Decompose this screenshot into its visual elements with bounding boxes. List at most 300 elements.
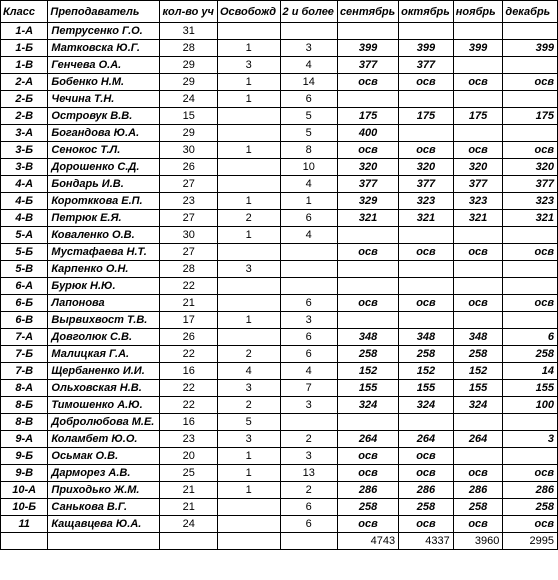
table-cell[interactable]: 5 <box>280 108 337 125</box>
table-cell[interactable]: 21 <box>160 295 217 312</box>
table-cell[interactable]: 6-В <box>1 312 48 329</box>
table-cell[interactable]: 324 <box>337 397 398 414</box>
table-row <box>1 346 558 363</box>
table-cell[interactable]: 2-А <box>1 74 48 91</box>
column-header[interactable]: сентябрь <box>337 1 398 23</box>
table-cell[interactable]: Санькова В.Г. <box>48 499 160 516</box>
table-cell[interactable]: 24 <box>160 516 217 533</box>
table-cell[interactable]: 22 <box>160 397 217 414</box>
table-cell[interactable]: Матковска Ю.Г. <box>48 40 160 57</box>
empty-cell[interactable] <box>280 533 337 550</box>
table-cell[interactable]: осв <box>337 465 398 482</box>
table-cell[interactable]: осв <box>503 295 558 312</box>
table-cell[interactable]: 175 <box>399 108 454 125</box>
table-cell[interactable]: 286 <box>399 482 454 499</box>
total-cell[interactable]: 3960 <box>453 533 503 550</box>
table-cell[interactable] <box>280 278 337 295</box>
table-cell[interactable]: 321 <box>503 210 558 227</box>
table-cell[interactable]: осв <box>453 465 503 482</box>
table-cell[interactable] <box>503 312 558 329</box>
table-cell[interactable]: осв <box>503 244 558 261</box>
table-cell[interactable]: 9-В <box>1 465 48 482</box>
table-cell[interactable]: 22 <box>160 380 217 397</box>
table-cell[interactable]: Коротккова Е.П. <box>48 193 160 210</box>
table-cell[interactable]: 1-Б <box>1 40 48 57</box>
table-cell[interactable]: 155 <box>503 380 558 397</box>
table-cell[interactable]: 399 <box>503 40 558 57</box>
empty-cell[interactable] <box>48 533 160 550</box>
column-header[interactable]: 2 и более <box>280 1 337 23</box>
table-cell[interactable]: 6 <box>280 499 337 516</box>
table-cell[interactable]: Добролюбова М.Е. <box>48 414 160 431</box>
table-cell[interactable]: осв <box>399 465 454 482</box>
table-cell[interactable]: 28 <box>160 40 217 57</box>
table-cell[interactable]: 6 <box>280 210 337 227</box>
table-cell[interactable]: 22 <box>160 278 217 295</box>
table-cell[interactable]: 286 <box>503 482 558 499</box>
table-cell[interactable]: Бурюк Н.Ю. <box>48 278 160 295</box>
table-cell[interactable]: 6 <box>280 329 337 346</box>
table-cell[interactable]: Петрюк Е.Я. <box>48 210 160 227</box>
table-cell[interactable] <box>337 414 398 431</box>
table-cell[interactable]: осв <box>337 516 398 533</box>
table-cell[interactable]: 399 <box>453 40 503 57</box>
table-cell[interactable]: 320 <box>337 159 398 176</box>
table-row <box>1 261 558 278</box>
table-cell[interactable]: 17 <box>160 312 217 329</box>
column-header[interactable]: Освобожд <box>217 1 280 23</box>
table-cell[interactable] <box>453 57 503 74</box>
table-row <box>1 23 558 40</box>
table-cell[interactable]: 3 <box>217 431 280 448</box>
table-cell[interactable] <box>217 329 280 346</box>
table-cell[interactable] <box>280 414 337 431</box>
table-cell[interactable]: 4 <box>280 57 337 74</box>
table-cell[interactable]: 258 <box>453 499 503 516</box>
table-cell[interactable]: 6-А <box>1 278 48 295</box>
table-cell[interactable]: 2 <box>280 431 337 448</box>
table-cell[interactable]: 1 <box>217 142 280 159</box>
table-cell[interactable] <box>399 91 454 108</box>
table-cell[interactable]: 3-А <box>1 125 48 142</box>
table-cell[interactable] <box>337 312 398 329</box>
totals-row <box>1 533 558 550</box>
table-cell[interactable] <box>337 23 398 40</box>
table-cell[interactable]: осв <box>453 516 503 533</box>
table-cell[interactable]: Дарморез А.В. <box>48 465 160 482</box>
table-cell[interactable] <box>280 23 337 40</box>
total-cell[interactable]: 4337 <box>399 533 454 550</box>
table-cell[interactable]: 3 <box>217 261 280 278</box>
table-cell[interactable] <box>399 278 454 295</box>
table-cell[interactable]: 8-Б <box>1 397 48 414</box>
table-cell[interactable]: 258 <box>503 499 558 516</box>
table-cell[interactable]: 23 <box>160 431 217 448</box>
table-cell[interactable]: 21 <box>160 499 217 516</box>
table-cell[interactable]: 14 <box>280 74 337 91</box>
table-cell[interactable]: 2-Б <box>1 91 48 108</box>
column-header[interactable]: декабрь <box>503 1 558 23</box>
table-cell[interactable]: 7 <box>280 380 337 397</box>
table-cell[interactable]: 155 <box>453 380 503 397</box>
table-cell[interactable]: Островук В.В. <box>48 108 160 125</box>
table-cell[interactable] <box>217 176 280 193</box>
table-cell[interactable] <box>453 312 503 329</box>
table-cell[interactable]: 4-А <box>1 176 48 193</box>
table-cell[interactable]: Лапонова <box>48 295 160 312</box>
table-cell[interactable]: 4 <box>280 176 337 193</box>
table-cell[interactable]: осв <box>503 516 558 533</box>
table-cell[interactable] <box>399 227 454 244</box>
table-cell[interactable]: Осьмак О.В. <box>48 448 160 465</box>
table-cell[interactable]: 1 <box>217 193 280 210</box>
table-cell[interactable]: 16 <box>160 414 217 431</box>
column-header[interactable]: кол-во уч <box>160 1 217 23</box>
table-cell[interactable]: 377 <box>337 176 398 193</box>
table-cell[interactable]: 11 <box>1 516 48 533</box>
table-cell[interactable] <box>217 244 280 261</box>
table-cell[interactable]: Приходько Ж.М. <box>48 482 160 499</box>
table-cell[interactable] <box>503 414 558 431</box>
table-cell[interactable]: 9-А <box>1 431 48 448</box>
table-cell[interactable]: Вырвихвост Т.В. <box>48 312 160 329</box>
table-cell[interactable]: 377 <box>399 57 454 74</box>
table-cell[interactable]: 258 <box>399 346 454 363</box>
table-cell[interactable] <box>503 23 558 40</box>
table-row <box>1 159 558 176</box>
table-cell[interactable] <box>337 91 398 108</box>
table-cell[interactable]: Чечина Т.Н. <box>48 91 160 108</box>
table-cell[interactable]: 25 <box>160 465 217 482</box>
table-cell[interactable] <box>453 91 503 108</box>
table-cell[interactable]: 3 <box>217 57 280 74</box>
table-cell[interactable]: 152 <box>399 363 454 380</box>
table-cell[interactable]: 6 <box>280 91 337 108</box>
table-cell[interactable]: Карпенко О.Н. <box>48 261 160 278</box>
table-cell[interactable]: 258 <box>337 346 398 363</box>
table-cell[interactable]: осв <box>337 244 398 261</box>
table-row <box>1 329 558 346</box>
table-cell[interactable]: 324 <box>399 397 454 414</box>
table-cell[interactable]: 1 <box>280 193 337 210</box>
table-cell[interactable]: 9-Б <box>1 448 48 465</box>
table-cell[interactable] <box>503 227 558 244</box>
table-cell[interactable]: 23 <box>160 193 217 210</box>
table-cell[interactable]: 5-А <box>1 227 48 244</box>
table-cell[interactable]: 3-Б <box>1 142 48 159</box>
empty-cell[interactable] <box>217 533 280 550</box>
table-cell[interactable]: 286 <box>337 482 398 499</box>
table-row <box>1 363 558 380</box>
table-cell[interactable]: 6 <box>280 516 337 533</box>
table-cell[interactable]: 399 <box>399 40 454 57</box>
table-cell[interactable] <box>503 261 558 278</box>
table-cell[interactable]: 3 <box>503 431 558 448</box>
table-cell[interactable]: 175 <box>503 108 558 125</box>
table-cell[interactable] <box>453 278 503 295</box>
table-row <box>1 142 558 159</box>
table-cell[interactable]: 264 <box>337 431 398 448</box>
table-cell[interactable]: 155 <box>399 380 454 397</box>
table-cell[interactable]: 348 <box>453 329 503 346</box>
table-cell[interactable]: 10 <box>280 159 337 176</box>
table-cell[interactable]: 27 <box>160 210 217 227</box>
table-cell[interactable]: 329 <box>337 193 398 210</box>
table-cell[interactable]: 1 <box>217 227 280 244</box>
table-cell[interactable]: 152 <box>453 363 503 380</box>
table-cell[interactable]: 323 <box>399 193 454 210</box>
table-cell[interactable]: 4 <box>280 227 337 244</box>
table-cell[interactable] <box>453 261 503 278</box>
table-cell[interactable]: 320 <box>453 159 503 176</box>
column-header[interactable]: Класс <box>1 1 48 23</box>
table-cell[interactable]: Дорошенко С.Д. <box>48 159 160 176</box>
table-cell[interactable]: 155 <box>337 380 398 397</box>
table-cell[interactable]: осв <box>337 74 398 91</box>
table-cell[interactable] <box>217 125 280 142</box>
table-cell[interactable]: осв <box>399 244 454 261</box>
table-cell[interactable]: осв <box>337 295 398 312</box>
table-cell[interactable]: осв <box>503 74 558 91</box>
table-cell[interactable]: 320 <box>399 159 454 176</box>
table-cell[interactable]: 2 <box>217 397 280 414</box>
table-cell[interactable]: 323 <box>503 193 558 210</box>
table-cell[interactable] <box>453 227 503 244</box>
table-cell[interactable] <box>503 448 558 465</box>
table-cell[interactable]: 26 <box>160 329 217 346</box>
table-row <box>1 431 558 448</box>
table-cell[interactable]: 26 <box>160 159 217 176</box>
table-cell[interactable] <box>280 244 337 261</box>
table-cell[interactable] <box>453 23 503 40</box>
table-cell[interactable] <box>399 312 454 329</box>
table-cell[interactable]: 4 <box>217 363 280 380</box>
table-cell[interactable]: 152 <box>337 363 398 380</box>
table-cell[interactable]: 6 <box>280 346 337 363</box>
table-cell[interactable]: 264 <box>399 431 454 448</box>
table-cell[interactable]: осв <box>337 448 398 465</box>
table-cell[interactable] <box>399 23 454 40</box>
table-cell[interactable]: Кащавцева Ю.А. <box>48 516 160 533</box>
table-cell[interactable]: 324 <box>453 397 503 414</box>
table-cell[interactable] <box>217 295 280 312</box>
table-cell[interactable]: 27 <box>160 176 217 193</box>
table-cell[interactable]: 175 <box>337 108 398 125</box>
table-cell[interactable]: 29 <box>160 74 217 91</box>
table-cell[interactable]: осв <box>399 516 454 533</box>
table-cell[interactable]: 4 <box>280 363 337 380</box>
table-cell[interactable]: 100 <box>503 397 558 414</box>
table-cell[interactable]: 15 <box>160 108 217 125</box>
table-cell[interactable]: Довголюк С.В. <box>48 329 160 346</box>
total-cell[interactable]: 2995 <box>503 533 558 550</box>
table-cell[interactable]: 1-А <box>1 23 48 40</box>
table-cell[interactable]: 175 <box>453 108 503 125</box>
table-cell[interactable]: 10-Б <box>1 499 48 516</box>
table-cell[interactable]: 20 <box>160 448 217 465</box>
table-cell[interactable]: 377 <box>453 176 503 193</box>
table-cell[interactable] <box>503 278 558 295</box>
table-cell[interactable]: 29 <box>160 57 217 74</box>
table-cell[interactable]: 377 <box>503 176 558 193</box>
table-cell[interactable]: осв <box>399 295 454 312</box>
table-cell[interactable]: 5-В <box>1 261 48 278</box>
total-cell[interactable]: 4743 <box>337 533 398 550</box>
table-cell[interactable] <box>337 278 398 295</box>
table-cell[interactable]: 14 <box>503 363 558 380</box>
table-cell[interactable]: 1 <box>217 91 280 108</box>
empty-cell[interactable] <box>160 533 217 550</box>
table-cell[interactable]: 323 <box>453 193 503 210</box>
table-cell[interactable]: 30 <box>160 142 217 159</box>
table-cell[interactable]: 24 <box>160 91 217 108</box>
column-header[interactable]: Преподаватель <box>48 1 160 23</box>
table-cell[interactable]: 258 <box>503 346 558 363</box>
table-cell[interactable]: 6 <box>503 329 558 346</box>
table-cell[interactable]: 1 <box>217 74 280 91</box>
table-cell[interactable]: 377 <box>399 176 454 193</box>
table-cell[interactable] <box>217 108 280 125</box>
table-cell[interactable]: 348 <box>337 329 398 346</box>
table-cell[interactable]: 348 <box>399 329 454 346</box>
table-cell[interactable]: осв <box>399 448 454 465</box>
table-cell[interactable]: 3-В <box>1 159 48 176</box>
table-cell[interactable]: 1 <box>217 40 280 57</box>
table-row <box>1 465 558 482</box>
table-cell[interactable]: Богандова Ю.А. <box>48 125 160 142</box>
table-cell[interactable]: 320 <box>503 159 558 176</box>
table-cell[interactable]: осв <box>453 295 503 312</box>
table-cell[interactable]: 30 <box>160 227 217 244</box>
table-cell[interactable]: 6 <box>280 295 337 312</box>
table-cell[interactable]: Малицкая Г.А. <box>48 346 160 363</box>
table-cell[interactable]: 10-А <box>1 482 48 499</box>
table-cell[interactable]: 2 <box>217 346 280 363</box>
table-cell[interactable]: 28 <box>160 261 217 278</box>
table-cell[interactable]: 258 <box>337 499 398 516</box>
table-cell[interactable]: 1 <box>217 465 280 482</box>
table-cell[interactable]: 286 <box>453 482 503 499</box>
table-cell[interactable]: Мустафаева Н.Т. <box>48 244 160 261</box>
table-cell[interactable] <box>453 125 503 142</box>
table-cell[interactable]: 3 <box>280 312 337 329</box>
table-cell[interactable] <box>503 57 558 74</box>
table-cell[interactable]: 321 <box>337 210 398 227</box>
column-header[interactable]: ноябрь <box>453 1 503 23</box>
table-cell[interactable] <box>217 159 280 176</box>
table-cell[interactable]: Щербаненко И.И. <box>48 363 160 380</box>
table-cell[interactable]: осв <box>503 142 558 159</box>
table-cell[interactable]: 7-А <box>1 329 48 346</box>
table-cell[interactable]: Коваленко О.В. <box>48 227 160 244</box>
column-header[interactable]: октябрь <box>399 1 454 23</box>
table-cell[interactable]: 8-В <box>1 414 48 431</box>
table-cell[interactable]: 13 <box>280 465 337 482</box>
table-cell[interactable]: 1 <box>217 312 280 329</box>
table-cell[interactable] <box>280 261 337 278</box>
table-cell[interactable] <box>453 414 503 431</box>
table-cell[interactable]: 2 <box>217 210 280 227</box>
table-cell[interactable]: 321 <box>453 210 503 227</box>
table-cell[interactable]: 6-Б <box>1 295 48 312</box>
table-cell[interactable]: осв <box>453 142 503 159</box>
table-cell[interactable]: 3 <box>280 397 337 414</box>
table-cell[interactable] <box>503 125 558 142</box>
table-cell[interactable]: 7-В <box>1 363 48 380</box>
table-cell[interactable]: 377 <box>337 57 398 74</box>
table-cell[interactable]: 8 <box>280 142 337 159</box>
table-cell[interactable]: 3 <box>280 448 337 465</box>
table-cell[interactable]: осв <box>453 74 503 91</box>
table-cell[interactable]: Тимошенко А.Ю. <box>48 397 160 414</box>
table-cell[interactable]: 400 <box>337 125 398 142</box>
table-cell[interactable]: Бобенко Н.М. <box>48 74 160 91</box>
table-cell[interactable]: 16 <box>160 363 217 380</box>
table-cell[interactable]: Бондарь И.В. <box>48 176 160 193</box>
table-cell[interactable]: 22 <box>160 346 217 363</box>
empty-cell[interactable] <box>1 533 48 550</box>
table-row <box>1 57 558 74</box>
table-cell[interactable]: 5 <box>280 125 337 142</box>
table-cell[interactable]: Коламбет Ю.О. <box>48 431 160 448</box>
table-cell[interactable]: 5 <box>217 414 280 431</box>
table-cell[interactable]: 4-В <box>1 210 48 227</box>
table-cell[interactable]: 29 <box>160 125 217 142</box>
table-cell[interactable] <box>217 499 280 516</box>
table-cell[interactable]: 27 <box>160 244 217 261</box>
table-cell[interactable] <box>217 278 280 295</box>
table-cell[interactable]: 31 <box>160 23 217 40</box>
table-cell[interactable] <box>217 516 280 533</box>
table-cell[interactable]: осв <box>453 244 503 261</box>
table-cell[interactable]: 8-А <box>1 380 48 397</box>
table-cell[interactable]: 258 <box>453 346 503 363</box>
table-cell[interactable]: 5-Б <box>1 244 48 261</box>
table-cell[interactable] <box>399 261 454 278</box>
table-cell[interactable]: 3 <box>217 380 280 397</box>
table-cell[interactable] <box>217 23 280 40</box>
table-cell[interactable]: Петрусенко Г.О. <box>48 23 160 40</box>
table-cell[interactable]: 258 <box>399 499 454 516</box>
table-cell[interactable] <box>399 414 454 431</box>
table-cell[interactable]: 1 <box>217 448 280 465</box>
table-row <box>1 414 558 431</box>
table-cell[interactable]: Сенокос Т.Л. <box>48 142 160 159</box>
table-cell[interactable] <box>453 448 503 465</box>
table-cell[interactable]: осв <box>503 465 558 482</box>
table-cell[interactable] <box>337 261 398 278</box>
table-cell[interactable]: 2 <box>280 482 337 499</box>
table-cell[interactable]: Ольховская Н.В. <box>48 380 160 397</box>
table-cell[interactable]: осв <box>399 74 454 91</box>
table-cell[interactable]: 3 <box>280 40 337 57</box>
table-cell[interactable] <box>337 227 398 244</box>
table-cell[interactable]: осв <box>337 142 398 159</box>
table-cell[interactable]: Генчева О.А. <box>48 57 160 74</box>
table-cell[interactable]: 399 <box>337 40 398 57</box>
table-cell[interactable]: 4-Б <box>1 193 48 210</box>
table-cell[interactable]: 2-В <box>1 108 48 125</box>
table-cell[interactable]: 321 <box>399 210 454 227</box>
table-cell[interactable]: 7-Б <box>1 346 48 363</box>
table-cell[interactable]: осв <box>399 142 454 159</box>
table-cell[interactable]: 1-В <box>1 57 48 74</box>
table-cell[interactable]: 264 <box>453 431 503 448</box>
table-cell[interactable] <box>503 91 558 108</box>
table-cell[interactable]: 1 <box>217 482 280 499</box>
table-cell[interactable] <box>399 125 454 142</box>
table-cell[interactable]: 21 <box>160 482 217 499</box>
